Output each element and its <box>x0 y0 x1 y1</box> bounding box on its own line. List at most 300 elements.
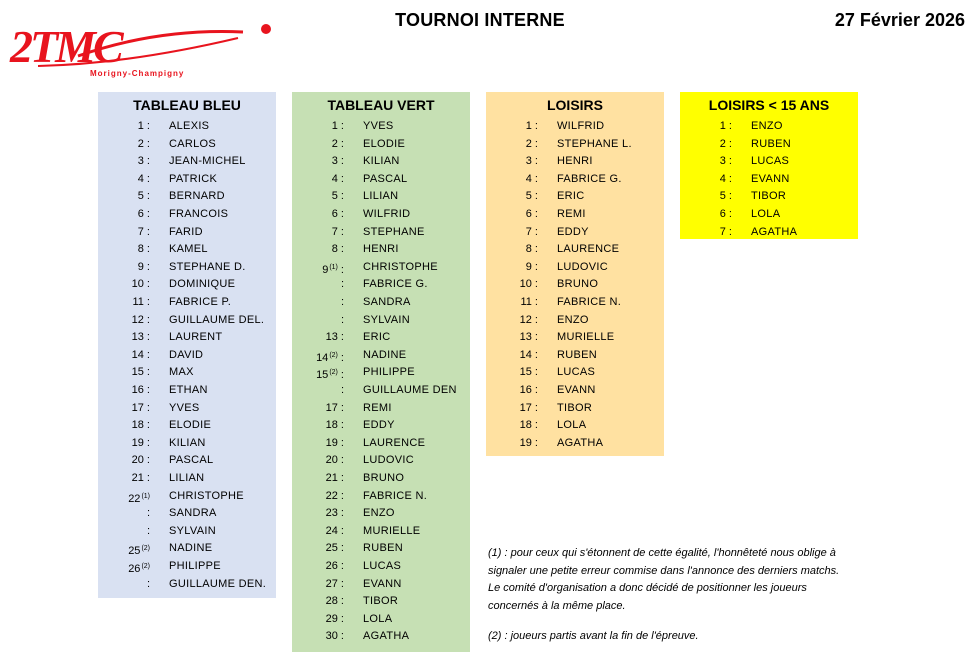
rank-number: 26 <box>325 560 338 572</box>
table-row <box>98 364 276 381</box>
rank-separator: : <box>337 612 344 625</box>
table-row <box>292 628 470 645</box>
rank-number: 8 <box>525 243 532 256</box>
table-row <box>292 593 470 610</box>
table-row <box>98 224 276 241</box>
table-row <box>292 312 470 329</box>
table-row <box>680 136 858 153</box>
player-name: FABRICE N. <box>363 489 428 502</box>
player-name: STEPHANE L. <box>557 137 632 150</box>
rank-number: 5 <box>331 190 338 203</box>
rank-cell <box>292 400 344 417</box>
table-row <box>486 206 664 223</box>
rank-cell <box>98 276 150 293</box>
rank-separator: : <box>143 348 150 361</box>
player-name: SANDRA <box>363 296 411 308</box>
player-name: PATRICK <box>169 172 218 185</box>
table-bleu-title: TABLEAU BLEU <box>133 97 241 113</box>
rank-separator: : <box>337 630 344 643</box>
table-row <box>486 153 664 170</box>
rank-cell <box>98 347 150 364</box>
rank-separator: : <box>143 472 150 484</box>
rank-number: 23 <box>325 507 338 520</box>
rank-separator: : <box>143 296 150 308</box>
rank-number: 17 <box>325 401 338 414</box>
rank-cell <box>98 470 150 487</box>
rank-number: 2 <box>525 137 532 150</box>
rank-separator: : <box>337 454 344 467</box>
table-row <box>98 347 276 364</box>
rank-number: 1 <box>331 120 338 132</box>
rank-separator: : <box>340 384 344 396</box>
rank-cell <box>98 576 150 593</box>
rank-separator: : <box>725 120 732 132</box>
table-row <box>486 435 664 452</box>
player-name: TIBOR <box>751 190 787 203</box>
rank-cell <box>486 118 538 135</box>
player-name: LUCAS <box>363 560 402 572</box>
table-vert-title: TABLEAU VERT <box>327 97 435 113</box>
table-loisirs-title: LOISIRS <box>546 97 603 113</box>
rank-cell <box>680 188 732 205</box>
rank-number: 15 <box>316 369 329 382</box>
rank-number: 14 <box>131 348 144 361</box>
rank-cell <box>486 364 538 381</box>
footnote-marker: (2) <box>329 351 338 359</box>
table-row <box>680 224 858 241</box>
player-name: FARID <box>169 225 203 238</box>
player-name: LILIAN <box>169 472 205 484</box>
rank-number: 9 <box>322 263 329 276</box>
rank-cell <box>98 118 150 135</box>
rank-number: 19 <box>519 436 532 449</box>
rank-number: 25 <box>128 545 141 558</box>
table-row <box>292 382 470 399</box>
table-row <box>98 576 276 593</box>
player-name: EVANN <box>363 577 402 590</box>
rank-separator: : <box>531 366 538 379</box>
player-name: ERIC <box>557 190 585 203</box>
rank-separator: : <box>143 436 150 449</box>
player-name: GUILLAUME DEN <box>363 384 457 396</box>
player-name: ELODIE <box>363 137 406 150</box>
rank-number: 1 <box>719 120 726 132</box>
player-name: RUBEN <box>557 348 598 361</box>
table-row <box>98 329 276 346</box>
rank-separator: : <box>531 137 538 150</box>
rank-separator: : <box>531 331 538 344</box>
table-row <box>486 400 664 417</box>
rank-cell <box>292 153 344 170</box>
rank-number: 3 <box>525 155 532 168</box>
player-name: RUBEN <box>363 542 404 555</box>
rank-separator: : <box>143 313 150 326</box>
rank-cell <box>98 294 150 311</box>
table-row <box>98 188 276 205</box>
rank-cell <box>292 417 344 434</box>
rank-number: 20 <box>131 454 144 467</box>
rank-cell <box>292 188 344 205</box>
rank-number: 21 <box>325 472 338 484</box>
table-row <box>98 241 276 258</box>
table-row <box>98 452 276 469</box>
rank-cell <box>98 417 150 434</box>
player-name: TIBOR <box>363 595 399 608</box>
rank-cell <box>680 153 732 170</box>
rank-separator: : <box>340 296 344 308</box>
footnote-1-line: (1) : pour ceux qui s'étonnent de cette égalité, l'honnêteté nous oblige à <box>488 547 836 559</box>
rank-number: 15 <box>131 366 144 379</box>
player-name: ETHAN <box>169 384 208 396</box>
rank-cell <box>98 188 150 205</box>
rank-separator: : <box>337 263 344 276</box>
rank-number: 7 <box>331 225 338 238</box>
rank-separator: : <box>531 296 538 308</box>
rank-cell <box>292 488 344 505</box>
player-name: ERIC <box>363 331 391 344</box>
table-row <box>292 188 470 205</box>
player-name: LAURENT <box>169 331 223 344</box>
player-name: REMI <box>557 208 586 220</box>
table-row <box>486 188 664 205</box>
rank-number: 7 <box>525 225 532 238</box>
footnote-marker: (2) <box>329 369 338 377</box>
rank-separator: : <box>337 524 344 537</box>
rank-number: 17 <box>131 401 144 414</box>
rank-cell <box>98 259 150 276</box>
rank-cell <box>680 206 732 223</box>
ball-icon <box>261 24 271 34</box>
rank-separator: : <box>531 155 538 168</box>
rank-cell <box>292 611 344 628</box>
rank-number: 12 <box>519 313 532 326</box>
table-row <box>486 241 664 258</box>
rank-cell <box>292 294 344 311</box>
rank-separator: : <box>531 120 538 132</box>
table-row <box>292 241 470 258</box>
rank-number: 13 <box>519 331 532 344</box>
footnotes <box>488 545 888 646</box>
table-row <box>98 488 276 505</box>
player-name: WILFRID <box>557 120 605 132</box>
rank-cell <box>680 118 732 135</box>
rank-number: 18 <box>325 419 338 432</box>
player-name: LAURENCE <box>363 436 426 449</box>
footnote-marker: (2) <box>141 563 150 570</box>
player-name: SANDRA <box>169 507 217 520</box>
player-name: LOLA <box>557 419 587 432</box>
rank-cell <box>98 312 150 329</box>
page-date: 27 Février 2026 <box>834 10 965 30</box>
rank-cell <box>292 312 344 329</box>
table-row <box>98 312 276 329</box>
rank-separator: : <box>725 137 732 150</box>
player-name: AGATHA <box>751 225 798 238</box>
rank-separator: : <box>337 507 344 520</box>
rank-separator: : <box>725 225 732 238</box>
rank-number: 6 <box>525 208 532 220</box>
rank-separator: : <box>531 225 538 238</box>
rank-number: 25 <box>325 542 338 555</box>
rank-number: 22 <box>128 492 141 505</box>
player-name: JEAN-MICHEL <box>169 155 246 168</box>
rank-number: 15 <box>519 366 532 379</box>
rank-cell <box>98 241 150 258</box>
table-row <box>292 364 470 381</box>
rank-number: 19 <box>325 436 338 449</box>
rank-cell <box>292 452 344 469</box>
table-row <box>98 523 276 540</box>
table-row <box>486 294 664 311</box>
rank-cell <box>292 224 344 241</box>
player-name: LOLA <box>751 208 781 220</box>
rank-cell <box>680 224 732 241</box>
rank-separator: : <box>143 401 150 414</box>
footnote-1-line: Le comité d'organisation a donc décidé de positionner les joueurs <box>488 582 807 595</box>
table-row <box>292 153 470 170</box>
player-name: AGATHA <box>557 436 604 449</box>
rank-separator: : <box>531 384 538 396</box>
rank-cell <box>292 206 344 223</box>
rank-number: 6 <box>331 208 338 220</box>
rank-separator: : <box>337 243 344 256</box>
table-row <box>292 452 470 469</box>
rank-cell <box>486 382 538 399</box>
rank-separator: : <box>143 454 150 467</box>
table-row <box>486 224 664 241</box>
rank-cell <box>292 540 344 557</box>
rank-separator: : <box>337 489 344 502</box>
rank-number: 29 <box>325 612 338 625</box>
player-name: YVES <box>363 120 394 132</box>
rank-cell <box>292 593 344 610</box>
table-row <box>292 276 470 293</box>
table-row <box>680 206 858 223</box>
rank-separator: : <box>531 401 538 414</box>
rank-separator: : <box>146 577 150 590</box>
footnote-1-line: concernés à la même place. <box>488 599 626 612</box>
table-row <box>98 294 276 311</box>
rank-number: 5 <box>525 190 532 203</box>
player-name: GUILLAUME DEN. <box>169 577 267 590</box>
rank-cell <box>486 417 538 434</box>
player-name: EDDY <box>363 419 395 432</box>
player-name: AGATHA <box>363 630 410 643</box>
rank-number: 12 <box>131 313 144 326</box>
rank-number: 14 <box>316 351 329 364</box>
rank-number: 13 <box>325 331 338 344</box>
rank-cell <box>292 382 344 399</box>
rank-cell <box>292 171 344 188</box>
rank-number: 6 <box>719 208 726 220</box>
table-loisirs <box>486 92 664 456</box>
rank-cell <box>292 470 344 487</box>
table-row <box>486 118 664 135</box>
player-name: LUCAS <box>557 366 596 379</box>
rank-cell <box>486 241 538 258</box>
rank-cell <box>98 224 150 241</box>
rank-separator: : <box>531 278 538 291</box>
rank-cell <box>486 347 538 364</box>
rank-separator: : <box>337 137 344 150</box>
player-name: ENZO <box>557 313 589 326</box>
table-row <box>486 382 664 399</box>
table-row <box>486 329 664 346</box>
rank-cell <box>98 523 150 540</box>
rank-cell <box>98 329 150 346</box>
rank-cell <box>486 206 538 223</box>
rank-separator: : <box>340 278 344 291</box>
rank-separator: : <box>143 419 150 432</box>
player-name: FABRICE G. <box>363 278 428 291</box>
rank-cell <box>292 558 344 575</box>
player-name: BERNARD <box>169 190 225 203</box>
rank-number: 19 <box>131 436 144 449</box>
rank-separator: : <box>337 120 344 132</box>
table-row <box>292 171 470 188</box>
club-logo <box>8 18 273 80</box>
rank-number: 20 <box>325 454 338 467</box>
player-name: LAURENCE <box>557 243 620 256</box>
rank-number: 18 <box>131 419 144 432</box>
rank-number: 30 <box>325 630 338 643</box>
rank-number: 3 <box>137 155 144 168</box>
rank-number: 8 <box>331 243 338 256</box>
footnote-marker: (1) <box>141 492 150 500</box>
table-row <box>98 118 276 135</box>
rank-cell <box>486 171 538 188</box>
rank-cell <box>486 294 538 311</box>
player-name: REMI <box>363 401 392 414</box>
table-row <box>680 118 858 135</box>
footnote-2: (2) : joueurs partis avant la fin de l'épreuve. <box>488 630 699 643</box>
rank-number: 1 <box>525 120 532 132</box>
rank-number: 17 <box>519 401 532 414</box>
rank-cell <box>292 329 344 346</box>
table-loisirs-15-title: LOISIRS < 15 ANS <box>708 97 830 113</box>
player-name: SYLVAIN <box>169 524 216 537</box>
rank-cell <box>98 364 150 381</box>
table-row <box>292 488 470 505</box>
rank-separator: : <box>337 190 344 203</box>
rank-cell <box>98 206 150 223</box>
rank-cell <box>292 276 344 293</box>
table-row <box>292 224 470 241</box>
table-row <box>292 558 470 575</box>
rank-number: 26 <box>128 563 141 575</box>
rank-separator: : <box>531 348 538 361</box>
rank-separator: : <box>143 225 150 238</box>
rank-separator: : <box>337 208 344 220</box>
rank-separator: : <box>340 313 344 326</box>
rank-number: 22 <box>325 489 338 502</box>
rank-number: 14 <box>519 348 532 361</box>
logo-subtitle: Morigny-Champigny <box>90 69 185 78</box>
rank-separator: : <box>337 595 344 608</box>
player-name: NADINE <box>169 542 213 555</box>
rank-number: 21 <box>131 472 144 484</box>
player-name: FRANCOIS <box>169 208 229 220</box>
rank-separator: : <box>337 369 344 382</box>
rank-separator: : <box>531 436 538 449</box>
rank-separator: : <box>337 542 344 555</box>
player-name: ELODIE <box>169 419 212 432</box>
table-loisirs-15 <box>680 92 858 239</box>
table-row <box>292 118 470 135</box>
rank-separator: : <box>143 366 150 379</box>
player-name: BRUNO <box>557 278 599 291</box>
table-row <box>680 171 858 188</box>
table-row <box>292 294 470 311</box>
rank-number: 4 <box>331 172 338 185</box>
table-row <box>486 364 664 381</box>
rank-separator: : <box>531 260 538 273</box>
player-name: EVANN <box>557 384 596 396</box>
player-name: KAMEL <box>169 243 208 256</box>
table-row <box>98 417 276 434</box>
table-row <box>98 470 276 487</box>
player-name: ALEXIS <box>169 120 210 132</box>
footnote-marker: (2) <box>141 545 150 553</box>
rank-cell <box>486 276 538 293</box>
table-row <box>292 540 470 557</box>
rank-cell <box>98 171 150 188</box>
rank-cell <box>486 400 538 417</box>
table-row <box>292 576 470 593</box>
rank-number: 24 <box>325 524 338 537</box>
rank-separator: : <box>531 172 538 185</box>
player-name: MURIELLE <box>557 331 615 344</box>
player-name: MURIELLE <box>363 524 421 537</box>
rank-cell <box>486 153 538 170</box>
table-row <box>292 611 470 628</box>
rank-cell <box>486 136 538 153</box>
rank-cell <box>98 136 150 153</box>
rank-separator: : <box>143 190 150 203</box>
rank-separator: : <box>531 243 538 256</box>
rank-separator: : <box>143 243 150 256</box>
rank-cell <box>680 136 732 153</box>
rank-separator: : <box>146 524 150 537</box>
player-name: STEPHANE D. <box>169 260 246 273</box>
table-row <box>486 312 664 329</box>
table-row <box>680 153 858 170</box>
rank-cell <box>292 435 344 452</box>
rank-number: 4 <box>137 172 144 185</box>
rank-cell <box>98 505 150 522</box>
rank-cell <box>98 452 150 469</box>
rank-separator: : <box>143 208 150 220</box>
rank-number: 2 <box>719 137 726 150</box>
player-name: PASCAL <box>363 172 408 185</box>
table-row <box>98 171 276 188</box>
table-row <box>98 259 276 276</box>
footnote-marker: (1) <box>329 263 338 271</box>
player-name: ENZO <box>751 120 783 132</box>
rank-separator: : <box>337 577 344 590</box>
rank-separator: : <box>143 137 150 150</box>
rank-number: 4 <box>525 172 532 185</box>
player-name: LOLA <box>363 612 393 625</box>
table-row <box>486 417 664 434</box>
rank-cell <box>98 400 150 417</box>
table-row <box>292 523 470 540</box>
rank-number: 2 <box>137 137 144 150</box>
rank-separator: : <box>725 208 732 220</box>
table-row <box>680 188 858 205</box>
rank-separator: : <box>337 436 344 449</box>
rank-number: 27 <box>325 577 338 590</box>
